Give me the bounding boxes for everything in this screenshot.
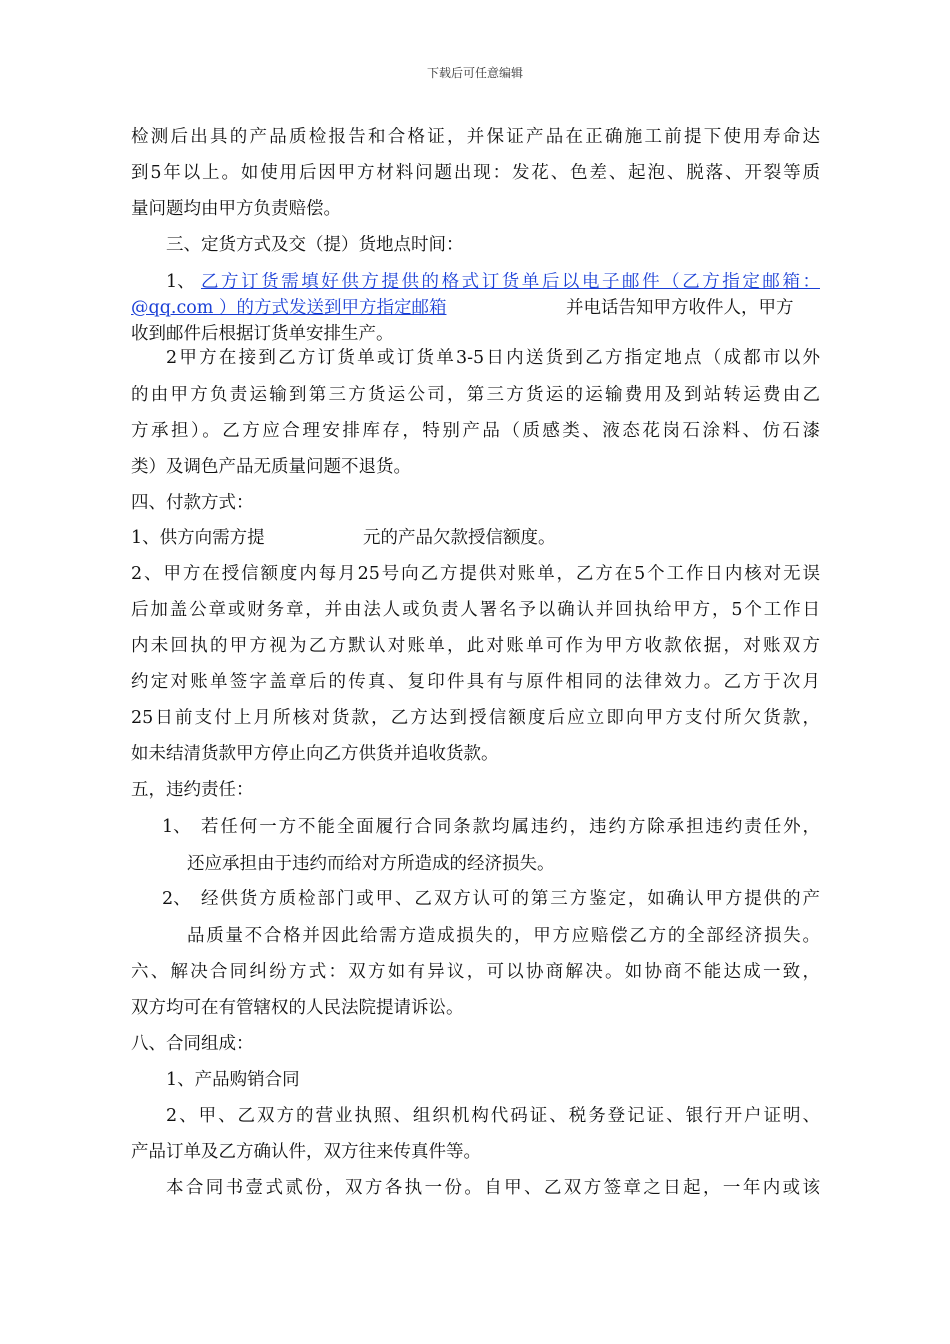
section-heading: 八、合同组成： — [131, 1034, 254, 1054]
page-header: 下载后可任意编辑 — [426, 66, 523, 80]
list-item: 1、产品购销合同 — [166, 1070, 300, 1090]
paragraph-line: 如未结清货款甲方停止向乙方供货并追收货款。 — [131, 744, 499, 764]
paragraph-line: 元的产品欠款授信额度。 — [363, 528, 556, 548]
paragraph-line: 品质量不合格并因此给需方造成损失的，甲方应赔偿乙方的全部经济损失。 — [187, 926, 820, 946]
email-link-text[interactable]: 乙方订货需填好供方提供的格式订货单后以电子邮件（乙方指定邮箱： — [201, 272, 820, 292]
paragraph-line: 的由甲方负责运输到第三方货运公司，第三方货运的运输费用及到站转运费由乙 — [131, 385, 820, 405]
paragraph-line: 六、解决合同纠纷方式：双方如有异议，可以协商解决。如协商不能达成一致， — [131, 962, 820, 982]
paragraph-line: 双方均可在有管辖权的人民法院提请诉讼。 — [131, 998, 464, 1018]
paragraph-line: 25日前支付上月所核对货款，乙方达到授信额度后应立即向甲方支付所欠货款， — [131, 708, 820, 728]
section-heading: 四、付款方式： — [131, 493, 254, 513]
section-heading: 三、定货方式及交（提）货地点时间： — [166, 235, 464, 255]
paragraph-line: 类）及调色产品无质量问题不退货。 — [131, 457, 411, 477]
paragraph-line: 内未回执的甲方视为乙方默认对账单，此对账单可作为甲方收款依据，对账双方 — [131, 636, 820, 656]
paragraph-line: 本合同书壹式贰份，双方各执一份。自甲、乙双方签章之日起，一年内或该 — [166, 1178, 820, 1198]
list-number: 2、 — [162, 889, 191, 909]
paragraph-line: 量问题均由甲方负责赔偿。 — [131, 199, 341, 219]
list-item: 2、甲、乙双方的营业执照、组织机构代码证、税务登记证、银行开户证明、 — [166, 1106, 820, 1126]
paragraph-line: 方承担）。乙方应合理安排库存，特别产品（质感类、液态花岗石涂料、仿石漆 — [131, 421, 820, 441]
paragraph-line: 经供货方质检部门或甲、乙双方认可的第三方鉴定，如确认甲方提供的产 — [201, 889, 820, 909]
section-heading: 五，违约责任： — [131, 780, 254, 800]
paragraph-line: 并电话告知甲方收件人，甲方 — [566, 298, 794, 318]
paragraph-line: 到5年以上。如使用后因甲方材料问题出现：发花、色差、起泡、脱落、开裂等质 — [131, 163, 820, 183]
paragraph-line: 1、供方向需方提 — [131, 528, 265, 548]
paragraph-line: 2、甲方在授信额度内每月25号向乙方提供对账单，乙方在5个工作日内核对无误 — [131, 564, 820, 584]
paragraph-line: 检测后出具的产品质检报告和合格证，并保证产品在正确施工前提下使用寿命达 — [131, 127, 820, 147]
paragraph-line: 2甲方在接到乙方订货单或订货单3-5日内送货到乙方指定地点（成都市以外 — [166, 348, 820, 368]
paragraph-line: 产品订单及乙方确认件，双方往来传真件等。 — [131, 1142, 481, 1162]
paragraph-line: 约定对账单签字盖章后的传真、复印件具有与原件相同的法律效力。乙方于次月 — [131, 672, 820, 692]
paragraph-line: 还应承担由于违约而给对方所造成的经济损失。 — [187, 854, 555, 874]
paragraph-line: 收到邮件后根据订货单安排生产。 — [131, 324, 394, 344]
paragraph-line: 后加盖公章或财务章，并由法人或负责人署名予以确认并回执给甲方，5个工作日 — [131, 600, 820, 620]
list-number: 1、 — [162, 817, 191, 837]
list-number: 1、 — [166, 272, 195, 292]
paragraph-line: 若任何一方不能全面履行合同条款均属违约，违约方除承担违约责任外， — [201, 817, 820, 837]
email-link-text[interactable]: @qq.com ）的方式发送到甲方指定邮箱 — [131, 298, 447, 318]
